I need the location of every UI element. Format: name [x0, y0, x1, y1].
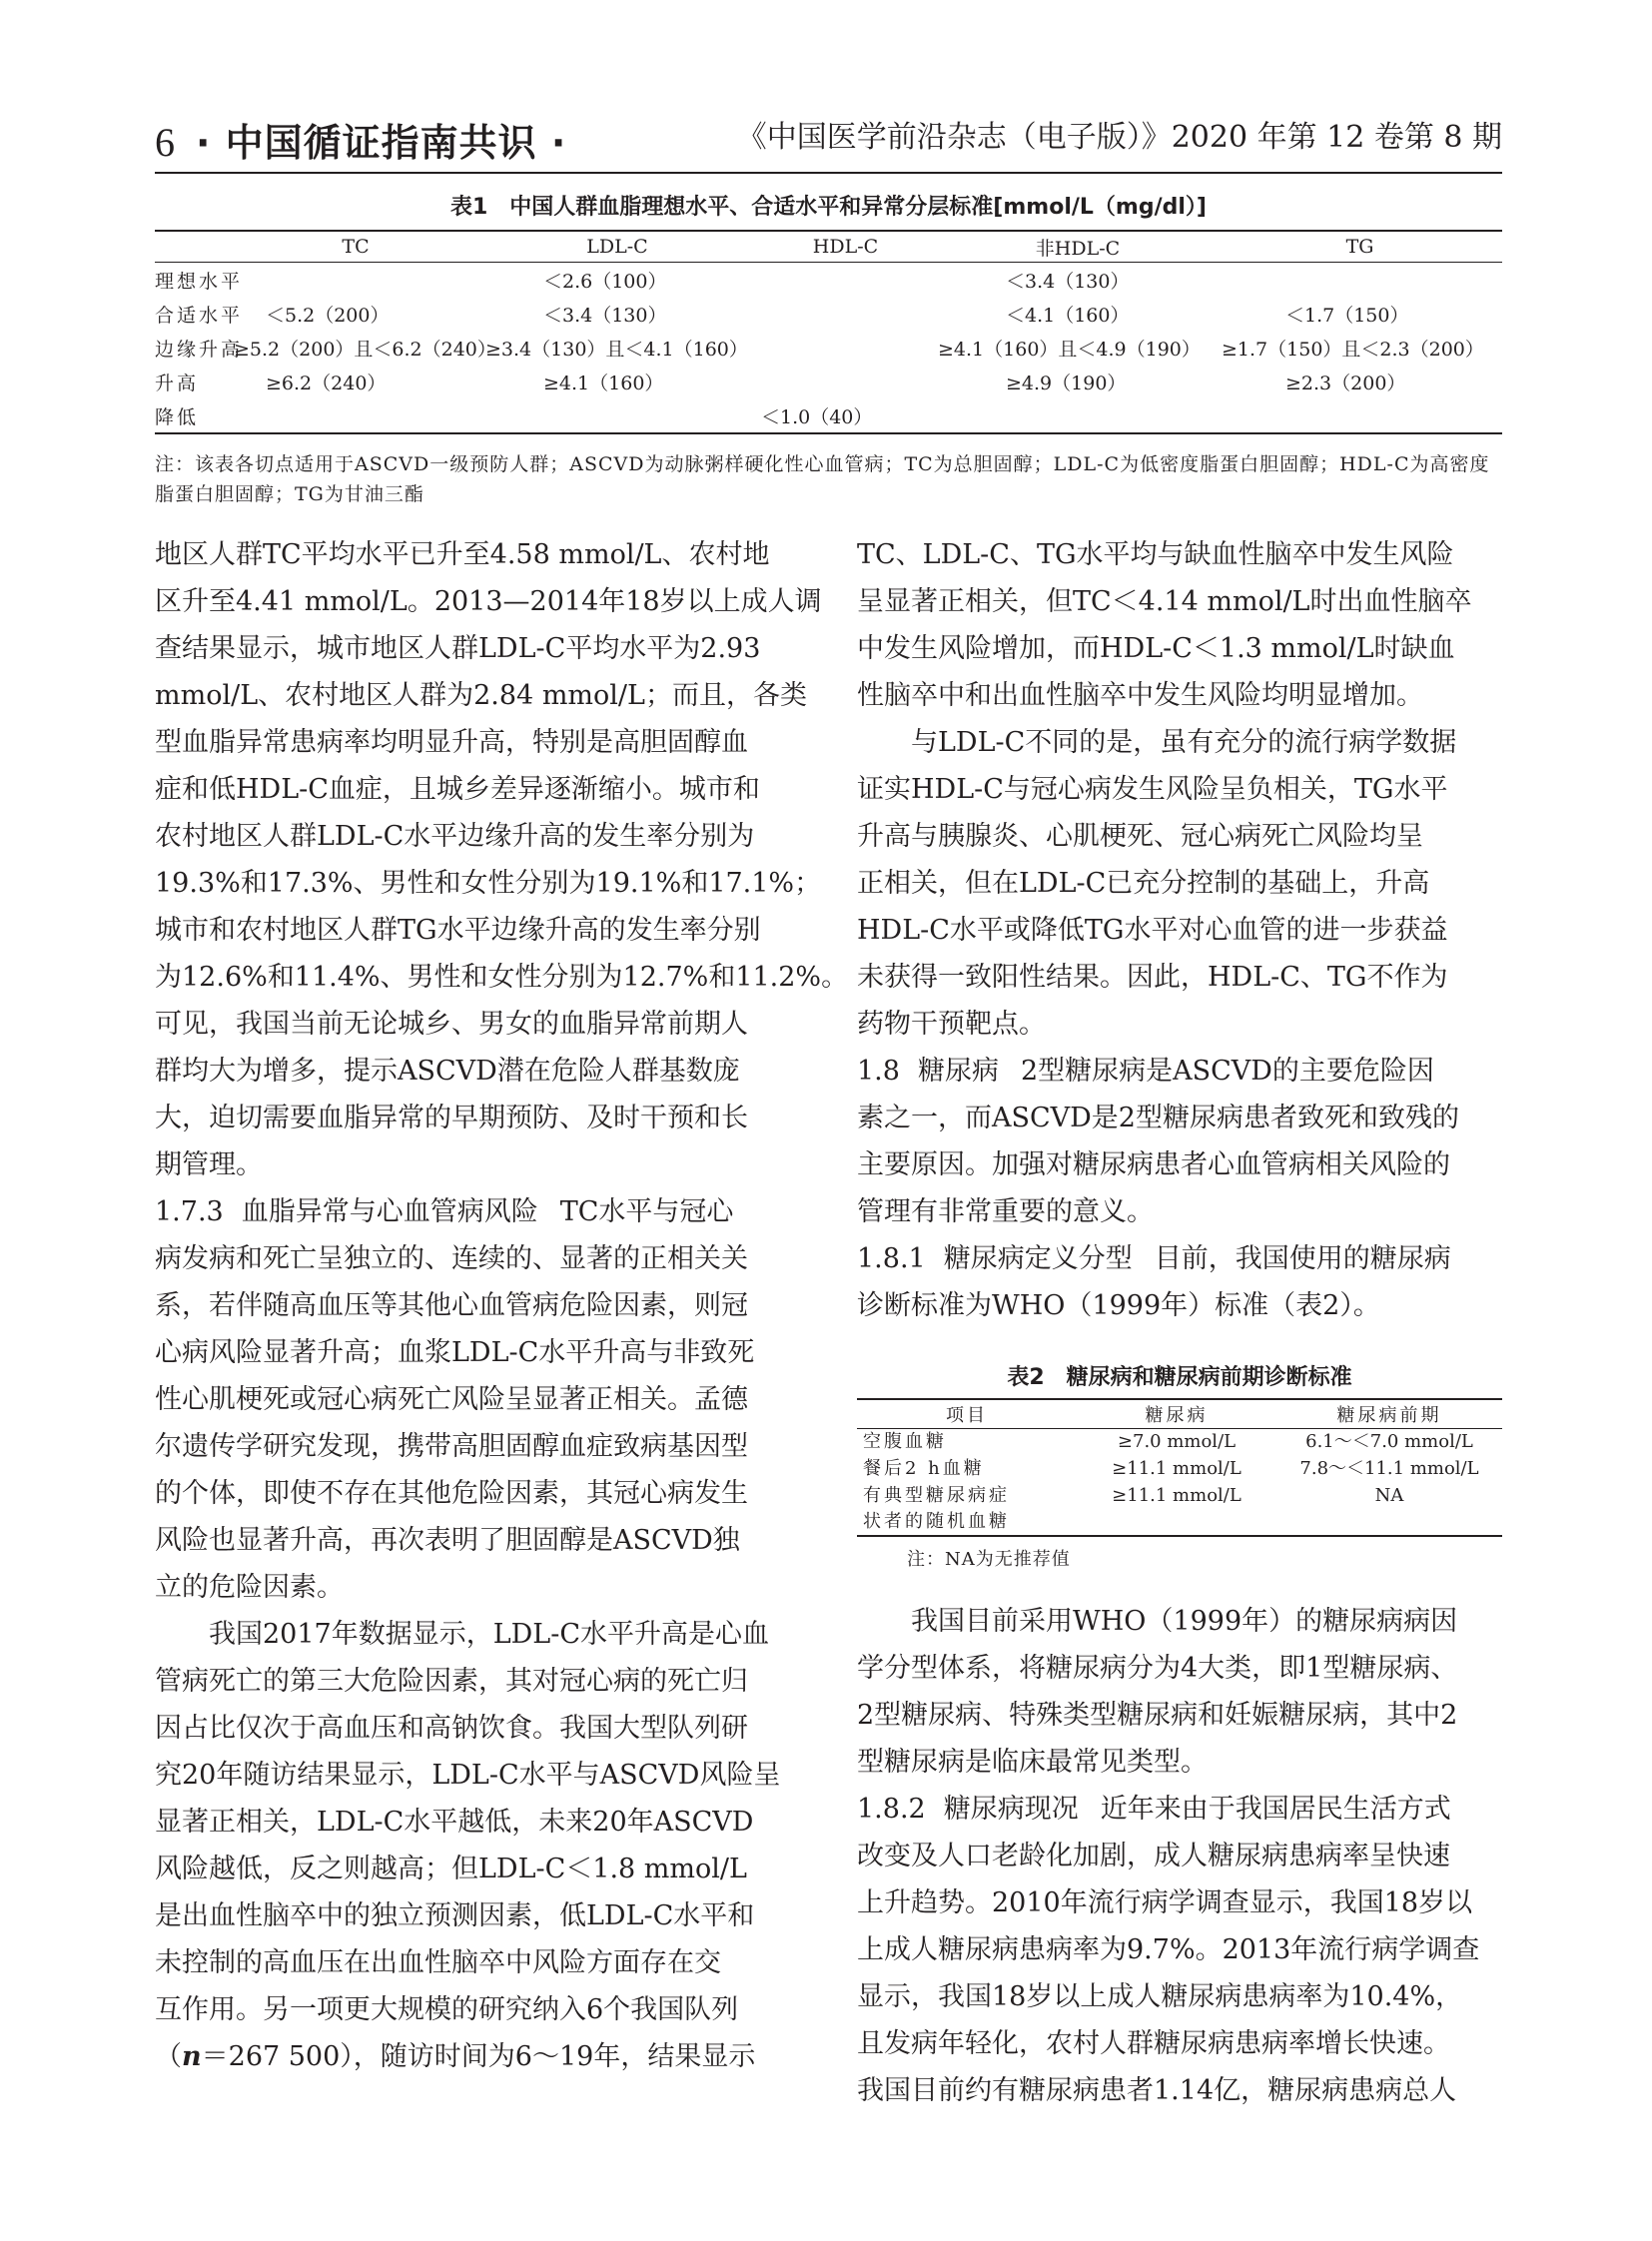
section-label: · 中国循证指南共识 · [196, 121, 567, 165]
text-line: 为12.6%和11.4%、男性和女性分别为12.7%和11.2%。 [155, 962, 849, 993]
table-cell [753, 263, 938, 298]
table2-col-header: 糖尿病 [1077, 1399, 1276, 1429]
text-line: 查结果显示，城市地区人群LDL-C平均水平为2.93 [155, 633, 761, 664]
text-line: 风险也显著升高，再次表明了胆固醇是ASCVD独 [155, 1525, 740, 1556]
table2-title: 表2 糖尿病和糖尿病前期诊断标准 [1007, 1365, 1352, 1390]
text-line: TC水平与冠心 [559, 1196, 734, 1227]
left-column [155, 531, 849, 2080]
table1-col-header: 非HDL-C [938, 231, 1218, 263]
section-number: 1.8.1 [857, 1243, 926, 1274]
text-line: 症和低HDL-C血症，且城乡差异逐渐缩小。城市和 [155, 774, 760, 805]
table-cell: 7.8～＜11.1 mmol/L [1299, 1458, 1479, 1479]
text-line: 素之一，而ASCVD是2型糖尿病患者致死和致残的 [857, 1103, 1459, 1133]
table-cell [481, 398, 753, 433]
text-line: 农村地区人群LDL-C水平边缘升高的发生率分别为 [155, 821, 755, 852]
text-line: 证实HDL-C与冠心病发生风险呈负相关，TG水平 [857, 774, 1448, 805]
table2-note: 注：NA为无推荐值 [907, 1549, 1071, 1570]
text-line: 升高与胰腺炎、心肌梗死、冠心病死亡风险均呈 [857, 821, 1423, 852]
table-cell: ＜2.6（100） [543, 270, 667, 293]
section-number: 1.8.2 [857, 1794, 926, 1825]
table-row [155, 331, 1502, 365]
text-line: 2型糖尿病、特殊类型糖尿病和妊娠糖尿病，其中2 [857, 1700, 1458, 1731]
text-line: 是出血性脑卒中的独立预测因素，低LDL-C水平和 [155, 1900, 755, 1931]
text-line: 型糖尿病是临床最常见类型。 [857, 1747, 1208, 1778]
header-rule [155, 172, 1502, 174]
table-cell: 6.1～＜7.0 mmol/L [1305, 1431, 1473, 1452]
running-header-left [155, 112, 566, 167]
row-label [857, 1483, 1077, 1536]
text-line: 的个体，即使不存在其他危险因素，其冠心病发生 [155, 1478, 748, 1509]
text-line: 型血脂异常患病率均明显升高，特别是高胆固醇血 [155, 727, 748, 758]
table-cell [938, 398, 1218, 433]
table-cell: ≥3.4（130）且＜4.1（160） [485, 338, 748, 361]
table-cell: ＜5.2（200） [266, 304, 390, 327]
table2-col-header: 项目 [857, 1399, 1077, 1429]
table1-col-header: TC [230, 231, 481, 263]
page-number: 6 [155, 120, 176, 165]
section-1-8 [857, 1048, 1502, 1095]
table-cell [753, 297, 938, 331]
table-cell: ≥4.9（190） [1006, 372, 1127, 394]
table-cell: ＜1.7（150） [1285, 304, 1409, 327]
table-cell: NA [1276, 1483, 1502, 1536]
text-line: 显著正相关，LDL-C水平越低，未来20年ASCVD [155, 1807, 754, 1838]
table-cell [1218, 263, 1502, 298]
text-fragment: （ [155, 2041, 182, 2072]
table-cell: ≥2.3（200） [1285, 372, 1406, 394]
table-cell: ≥11.1 mmol/L [1077, 1483, 1276, 1536]
journal-citation: 《中国医学前沿杂志（电子版）》2020 年第 12 卷第 8 期 [736, 120, 1502, 155]
table2-grid [857, 1398, 1502, 1537]
text-line: mmol/L、农村地区人群为2.84 mmol/L；而且，各类 [155, 680, 807, 711]
table-cell: ≥5.2（200）且＜6.2（240） [234, 338, 496, 361]
section-1-8-1 [857, 1235, 1502, 1282]
section-title: 糖尿病现况 [943, 1794, 1079, 1825]
table-cell: ≥4.1（160） [543, 372, 664, 394]
table-cell [230, 398, 481, 433]
table-row [155, 297, 1502, 331]
text-line: 与LDL-C不同的是，虽有充分的流行病学数据 [911, 727, 1457, 758]
table1-header-blank [155, 231, 230, 263]
text-line: 群均大为增多，提示ASCVD潜在危险人群基数庞 [155, 1056, 740, 1087]
text-line: 病发病和死亡呈独立的、连续的、显著的正相关关 [155, 1243, 748, 1274]
table1-col-header: HDL-C [753, 231, 938, 263]
right-column-bottom [857, 1598, 1502, 2114]
table-cell [230, 263, 481, 298]
table-row [155, 263, 1502, 298]
table2-col-header: 糖尿病前期 [1276, 1399, 1502, 1429]
text-line: 中发生风险增加，而HDL-C＜1.3 mmol/L时缺血 [857, 633, 1455, 664]
text-line: 可见，我国当前无论城乡、男女的血脂异常前期人 [155, 1009, 748, 1040]
table-row [857, 1456, 1502, 1483]
text-line: 风险越低，反之则越高；但LDL-C＜1.8 mmol/L [155, 1854, 747, 1884]
text-line: 药物干预靶点。 [857, 1009, 1046, 1040]
table1-header-row [155, 231, 1502, 263]
section-title: 血脂异常与心血管病风险 [241, 1196, 538, 1227]
text-line: 心病风险显著升高；血浆LDL-C水平升高与非致死 [155, 1337, 755, 1368]
table1-title: 表1 中国人群血脂理想水平、合适水平和异常分层标准[mmol/L（mg/dl）] [450, 195, 1207, 220]
table2 [857, 1358, 1502, 1571]
text-line: 性心肌梗死或冠心病死亡风险呈显著正相关。孟德 [155, 1384, 748, 1415]
section-1-8-2 [857, 1786, 1502, 1833]
row-label-line: 有典型糖尿病症 [863, 1485, 1010, 1506]
row-label-line: 状者的随机血糖 [863, 1511, 1010, 1532]
table1-col-header: LDL-C [481, 231, 753, 263]
text-line: 城市和农村地区人群TG水平边缘升高的发生率分别 [155, 915, 761, 946]
text-line: 地区人群TC平均水平已升至4.58 mmol/L、农村地 [155, 539, 770, 570]
text-line: 近年来由于我国居民生活方式 [1100, 1794, 1451, 1825]
table-row [857, 1483, 1502, 1536]
row-label: 降低 [155, 398, 230, 433]
table-cell: ＜3.4（130） [1006, 270, 1130, 293]
text-line: 究20年随访结果显示，LDL-C水平与ASCVD风险呈 [155, 1760, 781, 1791]
text-line: 因占比仅次于高血压和高钠饮食。我国大型队列研 [155, 1713, 748, 1744]
text-line: TC、LDL-C、TG水平均与缺血性脑卒中发生风险 [857, 539, 1454, 570]
text-line: 互作用。另一项更大规模的研究纳入6个我国队列 [155, 1994, 739, 2025]
right-column-top [857, 531, 1502, 1329]
table-cell [753, 331, 938, 365]
table-cell: ≥11.1 mmol/L [1112, 1458, 1241, 1479]
text-line: 区升至4.41 mmol/L。2013—2014年18岁以上成人调 [155, 586, 822, 617]
text-line: 2型糖尿病是ASCVD的主要危险因 [1020, 1056, 1434, 1087]
table-cell: ＜3.4（130） [543, 304, 667, 327]
table-row [857, 1429, 1502, 1457]
text-line: HDL-C水平或降低TG水平对心血管的进一步获益 [857, 915, 1448, 946]
table-cell [753, 365, 938, 398]
text-line: 目前，我国使用的糖尿病 [1154, 1243, 1451, 1274]
text-line: 我国2017年数据显示，LDL-C水平升高是心血 [209, 1619, 770, 1650]
table1-note: 注：该表各切点适用于ASCVD一级预防人群；ASCVD为动脉粥样硬化性心血管病；TC为总胆固醇；LDL-C为低密度脂蛋白胆固醇；HDL-C为高密度脂蛋白胆固醇；TG为甘油三酯 [155, 453, 1490, 505]
text-line: 我国目前约有糖尿病患者1.14亿，糖尿病患病总人 [857, 2075, 1457, 2106]
text-line: 且发病年轻化，农村人群糖尿病患病率增长快速。 [857, 2028, 1450, 2059]
table-cell: ＜1.0（40） [753, 398, 938, 433]
row-label: 理想水平 [155, 270, 244, 293]
text-line: 管病死亡的第三大危险因素，其对冠心病的死亡归 [155, 1666, 748, 1697]
text-line: 呈显著正相关，但TC＜4.14 mmol/L时出血性脑卒 [857, 586, 1472, 617]
table-cell: ≥7.0 mmol/L [1117, 1431, 1237, 1452]
text-line: 显示，我国18岁以上成人糖尿病患病率为10.4%， [857, 1981, 1463, 2012]
section-number: 1.8 [857, 1056, 900, 1087]
table-cell: ＜4.1（160） [1006, 304, 1130, 327]
table-cell: ≥6.2（240） [266, 372, 387, 394]
table-cell [1218, 398, 1502, 433]
table-row [155, 398, 1502, 433]
text-line: 尔遗传学研究发现，携带高胆固醇血症致病基因型 [155, 1431, 748, 1462]
section-number: 1.7.3 [155, 1196, 224, 1227]
table1 [155, 230, 1502, 434]
text-line [155, 2033, 799, 2080]
table-cell: ≥4.1（160）且＜4.9（190） [938, 338, 1201, 361]
text-line: 上升趋势。2010年流行病学调查显示，我国18岁以 [857, 1887, 1473, 1918]
section-1-7-3 [155, 1188, 799, 1235]
text-line: 期管理。 [155, 1149, 263, 1180]
n-symbol: n [182, 2041, 202, 2072]
row-label: 边缘升高 [155, 338, 244, 361]
table-cell: ≥1.7（150）且＜2.3（200） [1222, 338, 1484, 361]
section-title: 糖尿病定义分型 [943, 1243, 1133, 1274]
text-line: 未获得一致阳性结果。因此，HDL-C、TG不作为 [857, 962, 1448, 993]
text-line: 19.3%和17.3%、男性和女性分别为19.1%和17.1%； [155, 868, 822, 899]
text-line: 大，迫切需要血脂异常的早期预防、及时干预和长 [155, 1103, 748, 1133]
row-label: 餐后2 h血糖 [863, 1458, 985, 1479]
text-fragment: ＝267 500），随访时间为6～19年，结果显示 [201, 2041, 756, 2072]
table1-col-header: TG [1218, 231, 1502, 263]
text-line: 系，若伴随高血压等其他心血管病危险因素，则冠 [155, 1290, 748, 1321]
text-line: 主要原因。加强对糖尿病患者心血管病相关风险的 [857, 1149, 1450, 1180]
row-label: 空腹血糖 [863, 1431, 947, 1452]
text-line: 诊断标准为WHO（1999年）标准（表2）。 [857, 1290, 1380, 1321]
text-line: 未控制的高血压在出血性脑卒中风险方面存在交 [155, 1947, 721, 1978]
row-label: 升高 [155, 372, 200, 394]
text-line: 学分型体系，将糖尿病分为4大类，即1型糖尿病、 [857, 1653, 1458, 1684]
table-row [155, 365, 1502, 398]
table2-header-row [857, 1399, 1502, 1429]
text-line: 性脑卒中和出血性脑卒中发生风险均明显增加。 [857, 680, 1423, 711]
text-line: 我国目前采用WHO（1999年）的糖尿病病因 [911, 1606, 1458, 1637]
row-label: 合适水平 [155, 304, 244, 327]
text-line: 立的危险因素。 [155, 1572, 344, 1603]
text-line: 上成人糖尿病患病率为9.7%。2013年流行病学调查 [857, 1934, 1480, 1965]
section-title: 糖尿病 [917, 1056, 999, 1087]
text-line: 改变及人口老龄化加剧，成人糖尿病患病率呈快速 [857, 1841, 1450, 1871]
text-line: 管理有非常重要的意义。 [857, 1196, 1154, 1227]
text-line: 正相关，但在LDL-C已充分控制的基础上，升高 [857, 868, 1430, 899]
